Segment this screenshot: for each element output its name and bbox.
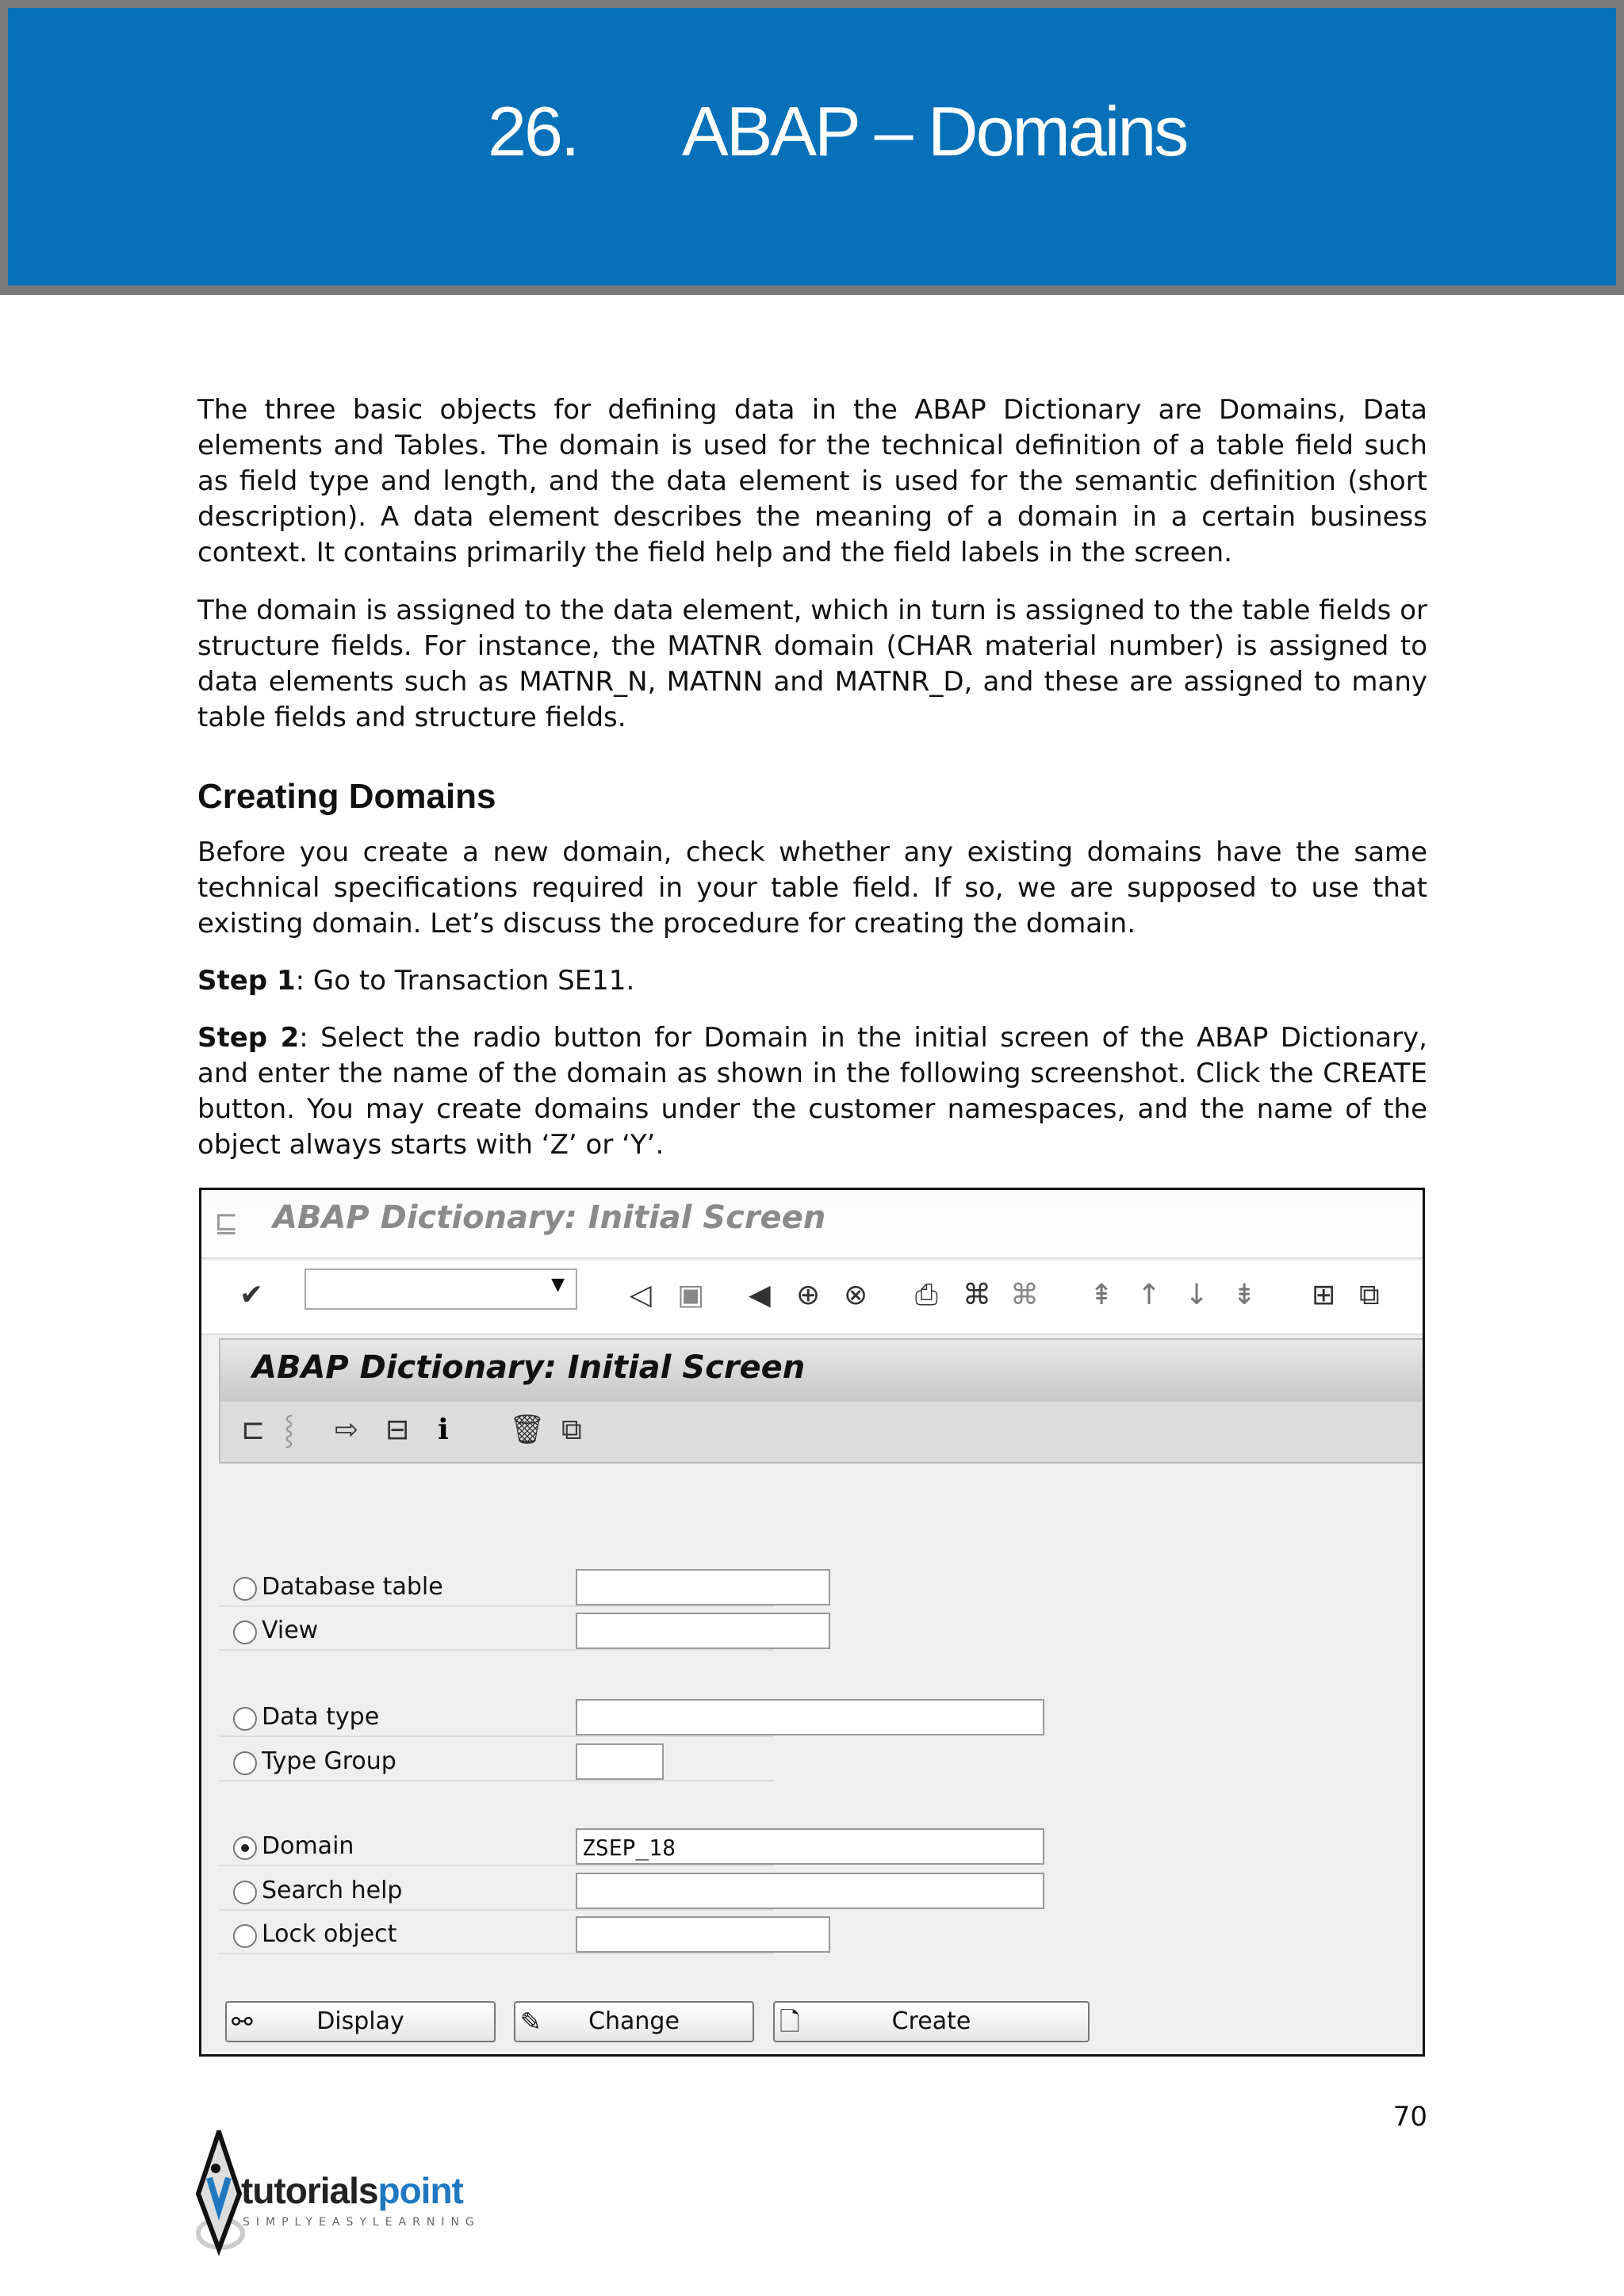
copy-icon[interactable]: ⧉ (561, 1414, 582, 1446)
application-toolbar (220, 1402, 1425, 1462)
new-session-icon[interactable]: ⊞ (1312, 1279, 1336, 1311)
step-text: : Go to Transaction SE11. (295, 965, 635, 997)
paragraph: Before you create a new domain, check whether any existing domains have the same technical specifications required in your table field. If so, we are supposed to use that existing domain. Let’s discuss the procedure for creating the domain. (197, 836, 1427, 939)
glasses-icon: ⚯ (232, 2007, 253, 2037)
step-label: Step 2 (197, 1022, 300, 1054)
database-table-input[interactable] (576, 1569, 830, 1605)
chapter-number: 26. (488, 92, 578, 170)
row-lock-object (219, 1915, 774, 1954)
page-number: 70 (1392, 2101, 1427, 2133)
sap-screenshot (199, 1188, 1425, 2057)
last-page-icon[interactable]: ⇟ (1232, 1279, 1257, 1311)
step-2 (197, 1020, 1427, 1163)
chapter-title: ABAP – Domains (682, 92, 1187, 170)
display-button[interactable]: ⚯ Display (225, 2001, 496, 2042)
first-page-icon[interactable]: ⇞ (1090, 1279, 1114, 1311)
chevron-down-icon[interactable]: ▼ (551, 1275, 565, 1295)
activate-icon[interactable]: ⸾ (284, 1414, 294, 1446)
section-heading: Creating Domains (197, 777, 496, 816)
change-button[interactable]: ✎ Change (514, 2001, 754, 2042)
previous-page-icon[interactable]: ↑ (1137, 1279, 1162, 1311)
new-document-icon: 🗋 (779, 2007, 800, 2037)
command-field[interactable] (304, 1269, 577, 1310)
title-bar (201, 1190, 1423, 1259)
save-icon[interactable]: ▣ (677, 1279, 705, 1311)
screen-title: ABAP Dictionary: Initial Screen (252, 1349, 806, 1386)
row-label: Search help (262, 1877, 403, 1904)
chapter-banner (0, 0, 1624, 295)
radio-lock-object[interactable] (233, 1924, 257, 1948)
paragraph: The domain is assigned to the data element, which in turn is assigned to the table fields or structure fields. For instance, the MATNR domain (CHAR material number) is assigned to data elements such as MATNR_N, MATNN and MATNR_D, and these are assigned to many table fields and structure fields. (197, 595, 1427, 733)
find-icon[interactable]: ⌘ (963, 1279, 991, 1311)
back-icon[interactable]: ◀ (749, 1279, 771, 1311)
cancel-icon[interactable]: ⊗ (844, 1279, 868, 1311)
row-type-group (219, 1742, 774, 1781)
row-label: Database table (262, 1573, 443, 1601)
row-label: Type Group (262, 1747, 396, 1775)
radio-domain[interactable] (233, 1836, 257, 1860)
svg-text:SIMPLYEASYLEARNING: SIMPLYEASYLEARNING (243, 2216, 481, 2229)
view-input[interactable] (576, 1613, 830, 1649)
lock-object-input[interactable] (576, 1916, 830, 1953)
radio-search-help[interactable] (233, 1881, 257, 1904)
step-1 (197, 963, 1427, 999)
paragraph: The three basic objects for defining data in the ABAP Dictionary are Domains, Data elements and Tables. The domain is used for the technical definition of a table field such as field type and length, and the data element is used for the semantic definition (short description). A data element describes the meaning of a domain in a certain business context. It contains primarily the field help and the field labels in the screen. (197, 394, 1427, 568)
step-label: Step 1 (197, 965, 296, 997)
menu-icon[interactable]: ⊑ (214, 1207, 239, 1239)
row-label: View (262, 1617, 319, 1644)
row-label: Lock object (262, 1920, 397, 1948)
step-text: : Select the radio button for Domain in the initial screen of the ABAP Dictionary, and enter the name of the domain as shown in the following screenshot. Click the CREATE button. You may create domains under the customer namespaces, and the name of the object always starts with ‘Z’ or ‘Y’. (197, 1022, 1427, 1161)
row-view (219, 1611, 774, 1651)
tutorialspoint-logo (195, 2130, 623, 2257)
radio-data-type[interactable] (233, 1707, 257, 1731)
svg-text:tutorialspoint: tutorialspoint (241, 2170, 463, 2211)
delete-icon[interactable]: 🗑 (509, 1414, 546, 1446)
pencil-icon: ✎ (520, 2007, 542, 2037)
row-domain (219, 1827, 774, 1866)
where-used-icon[interactable]: ⇨ (335, 1414, 359, 1446)
display-object-list-icon[interactable]: ⊟ (385, 1414, 410, 1446)
shortcut-icon[interactable]: ⧉ (1359, 1279, 1380, 1311)
create-button[interactable]: 🗋 Create (773, 2001, 1090, 2042)
type-group-input[interactable] (576, 1743, 664, 1780)
next-page-icon[interactable]: ↓ (1185, 1279, 1209, 1311)
domain-input[interactable]: ZSEP_18 (576, 1828, 1044, 1865)
search-help-input[interactable] (576, 1873, 1044, 1909)
info-icon[interactable]: ℹ (438, 1414, 449, 1446)
radio-database-table[interactable] (233, 1577, 257, 1601)
data-type-input[interactable] (576, 1699, 1044, 1735)
row-search-help (219, 1871, 774, 1911)
screen-panel (219, 1338, 1425, 1464)
back-arrow-icon[interactable]: ◁ (630, 1279, 652, 1311)
standard-toolbar (201, 1261, 1423, 1335)
row-data-type (219, 1697, 774, 1737)
find-next-icon[interactable]: ⌘ (1010, 1279, 1039, 1311)
row-database-table (219, 1567, 774, 1607)
other-object-icon[interactable]: ⊏ (241, 1414, 266, 1446)
print-icon[interactable]: ⎙ (915, 1279, 938, 1311)
exit-icon[interactable]: ⊕ (796, 1279, 821, 1311)
radio-view[interactable] (233, 1621, 257, 1644)
row-label: Data type (262, 1703, 380, 1731)
window-title: ABAP Dictionary: Initial Screen (273, 1200, 826, 1236)
radio-type-group[interactable] (233, 1751, 257, 1775)
row-label: Domain (262, 1832, 354, 1860)
enter-check-icon[interactable]: ✔ (239, 1279, 264, 1311)
